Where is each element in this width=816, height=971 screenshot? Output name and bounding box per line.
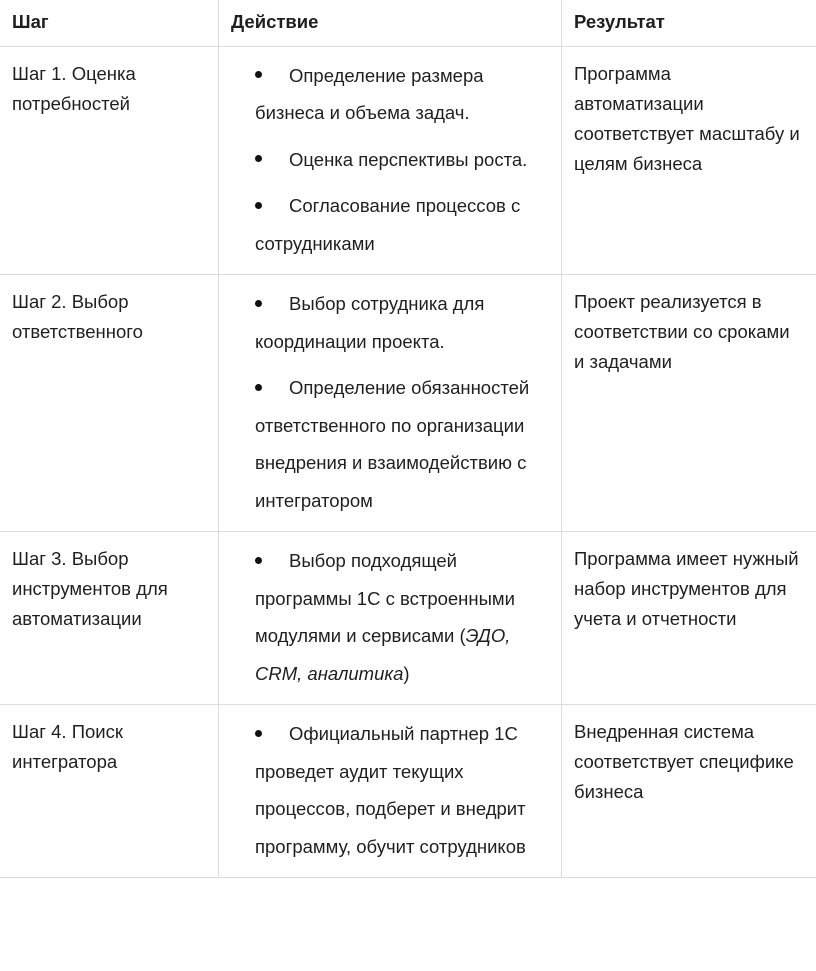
action-text-part: Определение обязанностей ответственного по организации внедрения и взаимодействию с интегратором	[255, 377, 530, 511]
action-text	[255, 57, 549, 132]
bullet-icon	[255, 155, 262, 162]
result-cell: Проект реализуется в соответствии со сроками и задачами	[562, 275, 816, 532]
action-item	[255, 57, 549, 132]
table-row	[0, 46, 816, 275]
action-text	[255, 285, 549, 360]
action-text	[255, 542, 549, 692]
action-item	[255, 542, 549, 692]
action-list	[255, 57, 549, 263]
table-row	[0, 705, 816, 878]
bullet-icon	[255, 202, 262, 209]
header-step: Шаг	[0, 0, 219, 46]
action-cell	[219, 46, 562, 275]
step-cell: Шаг 2. Выбор ответственного	[0, 275, 219, 532]
step-cell: Шаг 3. Выбор инструментов для автоматизации	[0, 532, 219, 705]
bullet-icon	[255, 557, 262, 564]
header-action: Действие	[219, 0, 562, 46]
action-text	[255, 187, 549, 262]
result-cell: Программа имеет нужный набор инструментов для учета и отчетности	[562, 532, 816, 705]
action-cell	[219, 705, 562, 878]
action-text	[255, 715, 549, 865]
action-text-part: Выбор сотрудника для координации проекта.	[255, 293, 485, 352]
action-text	[255, 141, 549, 179]
action-item	[255, 141, 549, 179]
result-cell: Программа автоматизации соответствует масштабу и целям бизнеса	[562, 46, 816, 275]
step-cell: Шаг 4. Поиск интегратора	[0, 705, 219, 878]
action-text-part: Официальный партнер 1С проведет аудит текущих процессов, подберет и внедрит программу, обучит сотрудников	[255, 723, 526, 857]
action-text-part: Оценка перспективы роста.	[289, 148, 528, 170]
bullet-icon	[255, 384, 262, 391]
step-cell: Шаг 1. Оценка потребностей	[0, 46, 219, 275]
action-text-part: )	[403, 662, 410, 684]
table-row	[0, 275, 816, 532]
action-item	[255, 187, 549, 262]
action-text	[255, 369, 549, 519]
result-cell: Внедренная система соответствует специфике бизнеса	[562, 705, 816, 878]
table-body	[0, 46, 816, 878]
action-text-italic: ЭДО, CRM, аналитика	[255, 625, 511, 684]
action-list	[255, 715, 549, 865]
action-item	[255, 285, 549, 360]
header-result: Результат	[562, 0, 816, 46]
action-item	[255, 715, 549, 865]
action-text-part: Согласование процессов с сотрудниками	[255, 195, 521, 254]
action-list	[255, 542, 549, 692]
action-cell	[219, 532, 562, 705]
table-header-row	[0, 0, 816, 46]
action-item	[255, 369, 549, 519]
bullet-icon	[255, 730, 262, 737]
bullet-icon	[255, 71, 262, 78]
action-list	[255, 285, 549, 519]
action-text-part: Определение размера бизнеса и объема задач.	[255, 64, 484, 123]
action-cell	[219, 275, 562, 532]
table-row	[0, 532, 816, 705]
action-text-part: Выбор подходящей программы 1С с встроенными модулями и сервисами (	[255, 550, 515, 646]
bullet-icon	[255, 300, 262, 307]
